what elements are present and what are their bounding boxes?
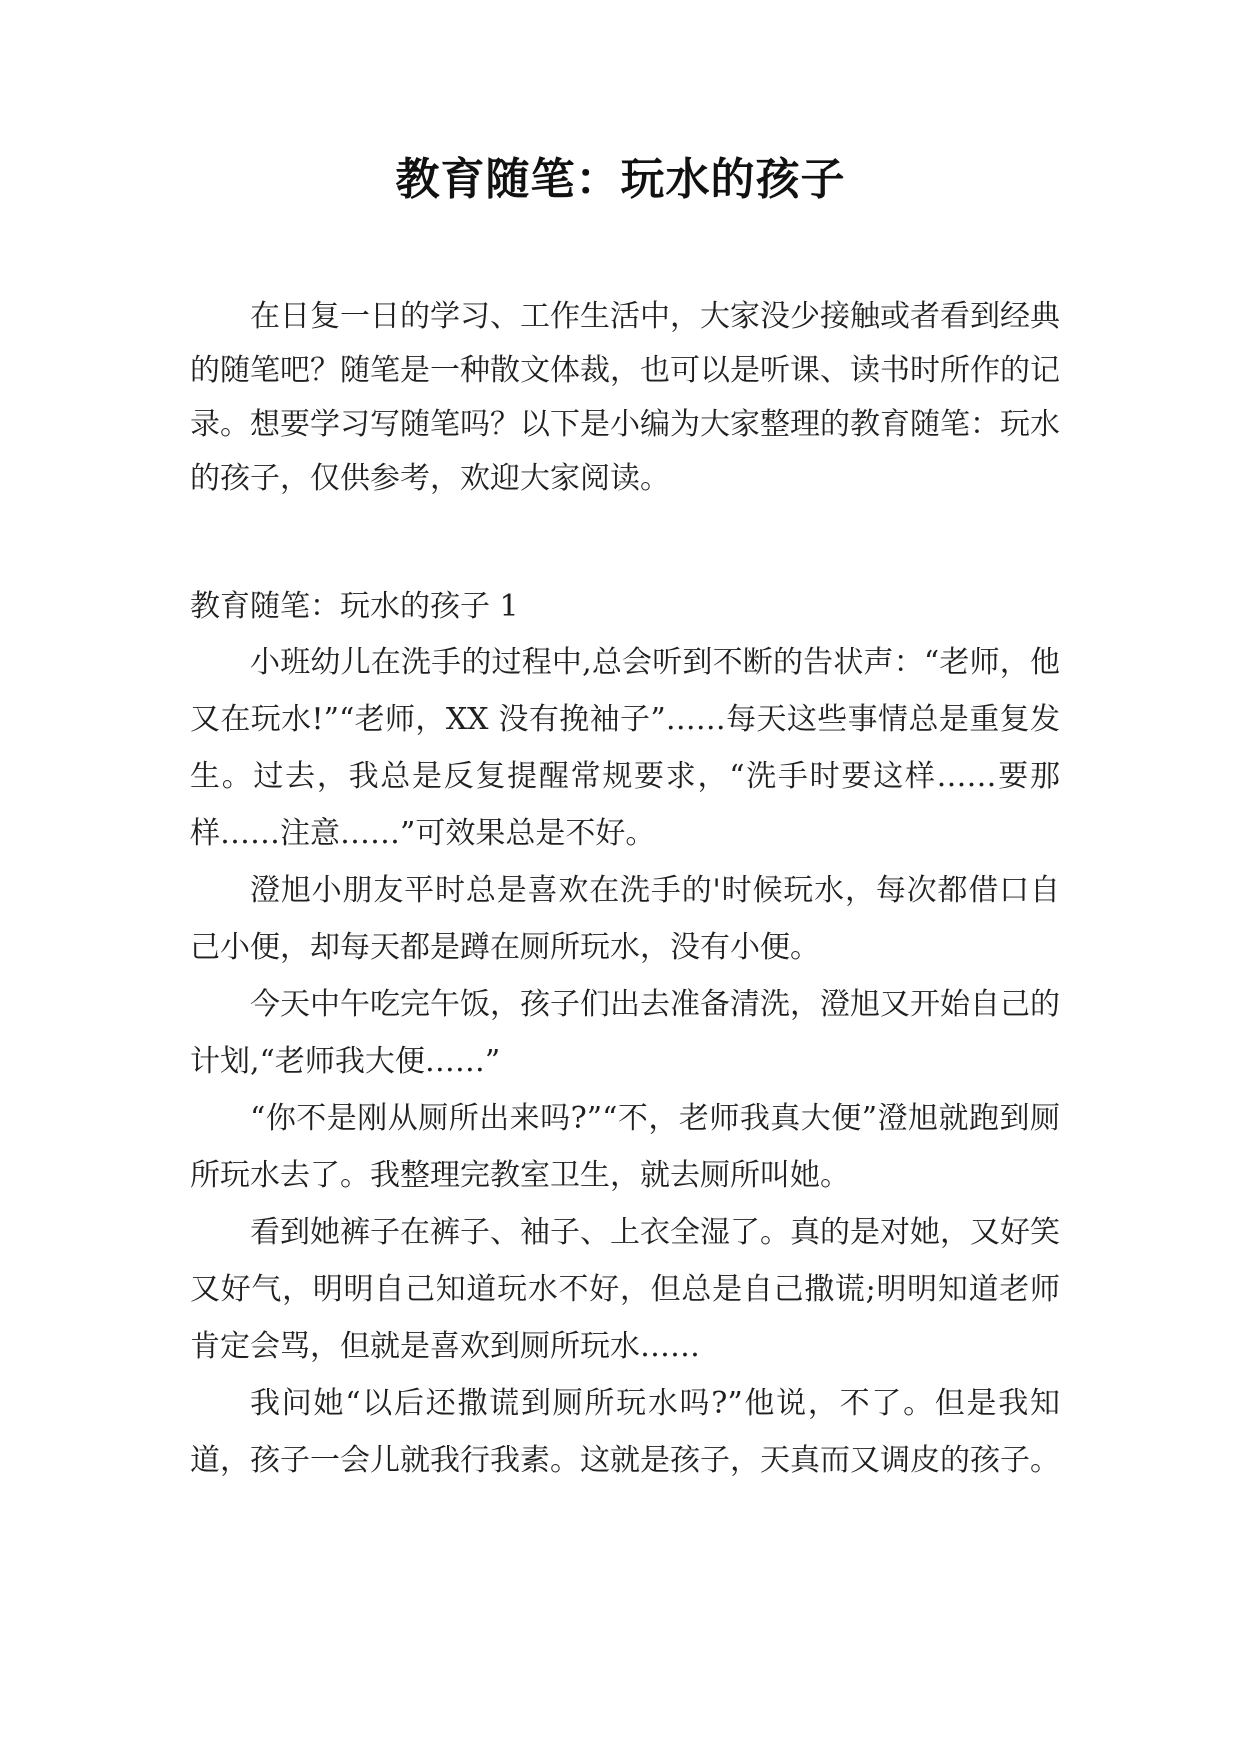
article-paragraph: 看到她裤子在裤子、袖子、上衣全湿了。真的是对她，又好笑又好气，明明自己知道玩水不好，但总是自己撒谎;明明知道老师肯定会骂，但就是喜欢到厕所玩水…… [190,1215,1060,1364]
article-paragraph: 小班幼儿在洗手的过程中,总会听到不断的告状声：“老师，他又在玩水!”“老师，XX 没有挽袖子”……每天这些事情总是重复发生。过去，我总是反复提醒常规要求，“洗手时要这样……要那样……注意……”可效果总是不好。 [190,645,1060,851]
article-paragraph: 澄旭小朋友平时总是喜欢在洗手的'时候玩水，每次都借口自己小便，却每天都是蹲在厕所玩水，没有小便。 [190,873,1060,965]
article-paragraph: “你不是刚从厕所出来吗?”“不，老师我真大便”澄旭就跑到厕所玩水去了。我整理完教室卫生，就去厕所叫她。 [190,1101,1060,1193]
article-paragraph: 我问她“以后还撒谎到厕所玩水吗?”他说，不了。但是我知道，孩子一会儿就我行我素。这就是孩子，天真而又调皮的孩子。 [190,1386,1060,1478]
document-title: 教育随笔：玩水的孩子 [395,154,846,205]
article-paragraph: 今天中午吃完午饭，孩子们出去准备清洗，澄旭又开始自己的计划,“老师我大便……” [190,987,1060,1079]
section-heading: 教育随笔：玩水的孩子 1 [190,589,519,624]
article-body [190,634,1060,1489]
intro-paragraph: 在日复一日的学习、工作生活中，大家没少接触或者看到经典的随笔吧？随笔是一种散文体裁，也可以是听课、读书时所作的记录。想要学习写随笔吗？以下是小编为大家整理的教育随笔：玩水的孩子，仅供参考，欢迎大家阅读。 [190,299,1060,496]
intro-section [190,290,1060,506]
